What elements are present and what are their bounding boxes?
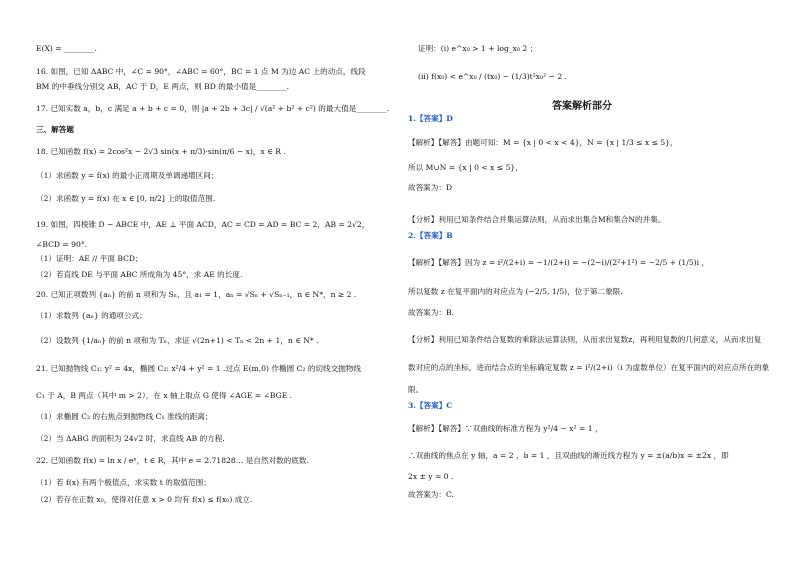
right-line: 所以复数 z 在复平面内的对应点为 (−2/5, 1/5)，位于第二象限. [408,287,623,296]
left-line: （2）当 ΔABG 的面积为 24√2 时，求直线 AB 的方程. [36,434,225,443]
left-line: （1）求椭圆 C₂ 的右焦点到抛物线 C₁ 准线的距离； [36,412,213,421]
right-line: 所以 M∪N = {x | 0 < x ≤ 5}， [408,163,523,172]
right-line: 【解析】【解答】由题可知：M = {x | 0 < x < 4}，N = {x | 1/3 ≤ x ≤ 5}， [408,138,678,147]
left-line: 三、解答题 [36,125,74,134]
left-line: 20. 已知正项数列 {aₙ} 的前 n 项和为 Sₙ，且 a₁ = 1，aₙ = √Sₙ + √Sₙ₋₁，n ∈ N*，n ≥ 2 . [36,290,357,299]
left-line: （1）求函数 y = f(x) 的最小正周期及单调递增区间； [36,171,219,180]
left-line: （1）若 f(x) 有两个极值点，求实数 t 的取值范围； [36,478,211,487]
right-line: 故答案为：C. [408,490,454,499]
left-line: 22. 已知函数 f(x) = ln x / eˣ，t ∈ R，其中 e = 2.71828… 是自然对数的底数. [36,456,309,465]
right-line: 【解析】【解答】因为 z = i²/(2+i) = −1/(2+i) = −(2−i)/(2²+1²) = −2/5 + (1/5)i ， [408,258,710,267]
right-line: 【分析】利用已知条件结合复数的乘除法运算法则，从而求出复数z，再利用复数的几何意义，从而求出复 [408,335,762,344]
left-line: （2）若直线 DE 与平面 ABC 所成角为 45°，求 AE 的长度. [36,270,243,279]
answer-section-title: 答案解析部分 [552,101,612,112]
left-line: 19. 如图，四棱锥 D − ABCE 中，AE ⊥ 平面 ACD，AC = CD = AD = BC = 2，AB = 2√2， [36,220,370,229]
right-line: 限。 [408,385,424,394]
right-line: 故答案为：D [408,183,453,192]
right-line: (ii) f(x₀) < e^x₀ / (tx₀) − (1/3)t²x₀² − 2 . [418,72,567,81]
left-line: 21. 已知抛物线 C₁: y² = 4x，椭圆 C₂: x²/4 + y² = 1 .过点 E(m,0) 作椭圆 C₂ 的切线交抛物线 [36,364,361,373]
right-line: 【分析】利用已知条件结合并集运算法则，从而求出集合M和集合N的并集。 [408,215,666,224]
left-line: ∠BCD = 90°. [36,240,88,249]
left-line: （2）求函数 y = f(x) 在 x ∈ [0, π/2] 上的取值范围. [36,194,216,203]
left-line: 18. 已知函数 f(x) = 2cos²x − 2√3 sin(x + π/3)·sin(π/6 − x)，x ∈ R . [36,147,286,156]
left-line: BM 的中垂线分别交 AB，AC 于 D，E 两点，则 BD 的最小值是________. [36,82,289,91]
left-line: （2）设数列 {1/aₙ} 的前 n 项和为 Tₙ，求证 √(2n+1) < Tₙ < 2n + 1，n ∈ N* . [36,336,319,345]
left-line: （2）若存在正数 x₀，使得对任意 x > 0 均有 f(x) ≤ f(x₀) 成立. [36,495,253,504]
right-line: 故答案为：B. [408,308,454,317]
left-line: （1）求数列 {aₙ} 的通项公式； [36,311,147,320]
left-line: C₁ 于 A，B 两点（其中 m > 2），在 x 轴上取点 G 使得 ∠AGE = ∠BGE . [36,391,293,400]
right-line: 3.【答案】C [408,401,453,410]
right-line: ∴双曲线的焦点在 y 轴，a = 2 ，b = 1 ，且双曲线的渐近线方程为 y = ±(a/b)x = ±2x ，即 [408,451,729,460]
right-line: 1.【答案】D [408,114,453,123]
right-line: 2x ± y = 0 . [408,472,454,481]
left-line: 16. 如图，已知 ΔABC 中，∠C = 90°，∠ABC = 60°，BC = 1 点 M 为边 AC 上的动点，线段 [36,67,366,76]
right-line: 证明：(i) e^x₀ > 1 + log_x₀ 2 ； [418,44,538,53]
right-line: 2.【答案】B [408,231,453,240]
left-line: 17. 已知实数 a，b，c 满足 a + b + c = 0，则 |a + 2b + 3c| / √(a² + b² + c²) 的最大值是________. [36,104,390,113]
right-line: 数对应的点的坐标，进而结合点的坐标确定复数 z = i²/(2+i)（i 为虚数单位）在复平面内的对应点所在的象 [408,363,770,372]
left-line: （1）证明：AE // 平面 BCD； [36,254,143,263]
right-line: 【解析】【解答】∵双曲线的标准方程为 y²/4 − x² = 1 ， [408,424,603,433]
left-line: E(X) = ________. [36,44,97,53]
